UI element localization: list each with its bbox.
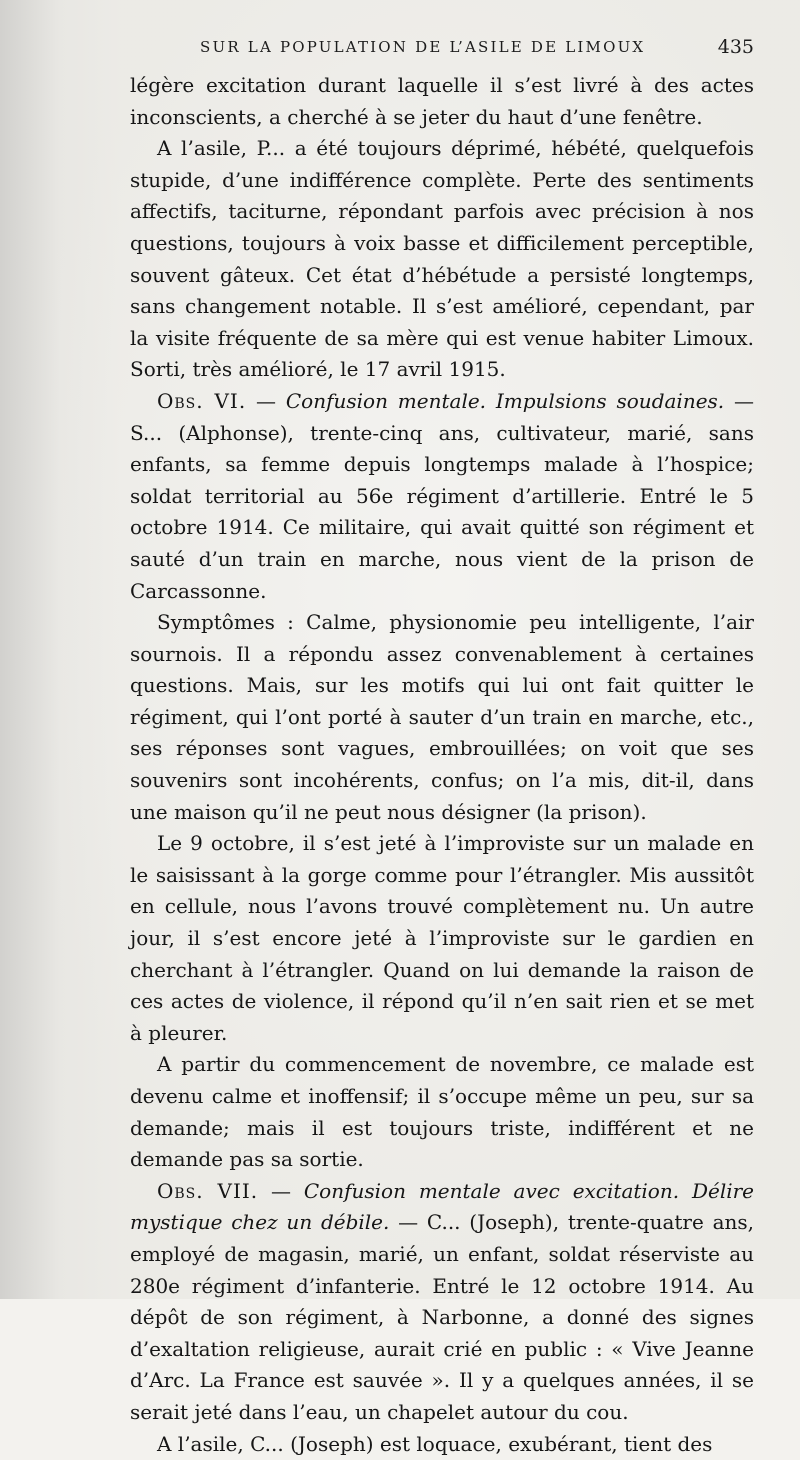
paragraph	[130, 1429, 754, 1460]
paragraph-text: Symptômes : Calme, physionomie peu intelligente, l’air sournois. Il a répondu assez convenablement à certaines questions. Mais, sur les motifs qui lui ont fait quitter le régiment, qui l’ont porté à sauter d’un train en marche, etc., ses réponses sont vagues, embrouillées; on voit que ses souvenirs sont incohérents, confus; on l’a mis, dit-il, dans une maison qu’il ne peut nous désigner (la prison).	[130, 610, 754, 824]
paragraph-continuation	[130, 70, 754, 133]
body-text	[130, 70, 754, 1460]
paragraph	[130, 133, 754, 386]
paragraph	[130, 607, 754, 828]
paragraph-text: A l’asile, C... (Joseph) est loquace, exubérant, tient des	[157, 1431, 713, 1456]
paragraph-text: légère excitation durant laquelle il s’est livré à des actes inconscients, a cherché à se jeter du haut d’une fenêtre.	[130, 73, 754, 129]
running-header	[200, 36, 754, 66]
paragraph	[130, 828, 754, 1049]
paragraph-text: — S... (Alphonse), trente-cinq ans, cultivateur, marié, sans enfants, sa femme depuis longtemps malade à l’hospice; soldat territorial au 56e régiment d’artillerie. Entré le 5 octobre 1914. Ce militaire, qui avait quitté son régiment et sauté d’un train en marche, nous vient de la prison de Carcassonne.	[130, 388, 754, 603]
observation-vii	[130, 1176, 754, 1429]
observation-dash: —	[258, 1178, 304, 1203]
observation-dash: —	[246, 388, 286, 413]
observation-diagnosis: Confusion mentale. Impulsions soudaines.	[285, 388, 725, 413]
observation-diagnosis: Confusion mentale avec excitation. Délire mystique chez un débile.	[130, 1178, 755, 1235]
observation-vi	[130, 386, 754, 607]
paragraph-text: Le 9 octobre, il s’est jeté à l’improviste sur un malade en le saisissant à la gorge comme pour l’étrangler. Mis aussitôt en cellule, nous l’avons trouvé complètement nu. Un autre jour, il s’est encore jeté à l’improviste sur le gardien en cherchant à l’étrangler. Quand on lui demande la raison de ces actes de violence, il répond qu’il n’en sait rien et se met à pleurer.	[130, 831, 754, 1045]
running-title: SUR LA POPULATION DE L’ASILE DE LIMOUX	[200, 38, 646, 56]
paragraph-text: A partir du commencement de novembre, ce malade est devenu calme et inoffensif; il s’occupe même un peu, sur sa demande; mais il est toujours triste, indifférent et ne demande pas sa sortie.	[130, 1052, 754, 1172]
paragraph-text: — C... (Joseph), trente-quatre ans, employé de magasin, marié, un enfant, soldat réserviste au 280e régiment d’infanterie. Entré le 12 octobre 1914. Au dépôt de son régiment, à Narbonne, a donné des signes d’exaltation religieuse, aurait crié en public : « Vive Jeanne d’Arc. La France est sauvée ». Il y a quelques années, il se serait jeté dans l’eau, un chapelet autour du cou.	[130, 1210, 754, 1424]
binding-shadow	[0, 0, 120, 1299]
page-number: 435	[717, 36, 754, 58]
paragraph-text: A l’asile, P... a été toujours déprimé, hébété, quelquefois stupide, d’une indifférence complète. Perte des sentiments affectifs, taciturne, répondant parfois avec précision à nos questions, toujours à voix basse et difficilement perceptible, souvent gâteux. Cet état d’hébétude a persisté longtemps, sans changement notable. Il s’est amélioré, cependant, par la visite fréquente de sa mère qui est venue habiter Limoux. Sorti, très amélioré, le 17 avril 1915.	[130, 136, 754, 382]
observation-label: Obs. VI.	[157, 388, 247, 413]
observation-label: Obs. VII.	[157, 1178, 259, 1203]
paragraph	[130, 1049, 754, 1175]
